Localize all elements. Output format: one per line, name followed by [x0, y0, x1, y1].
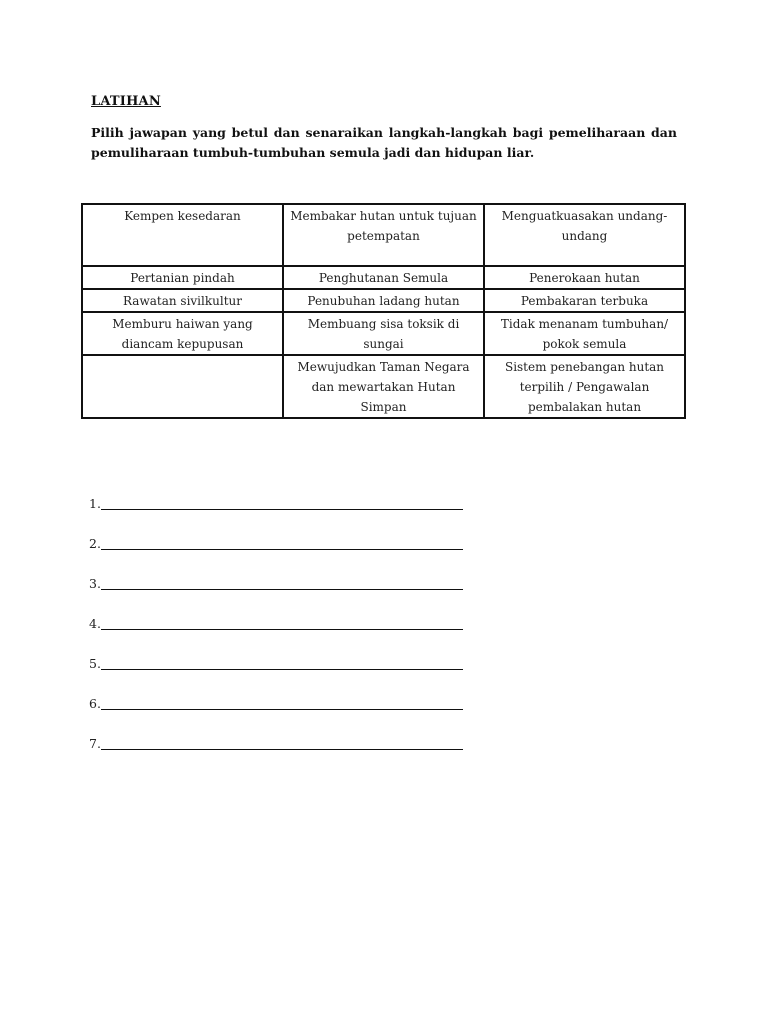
table-row	[82, 289, 685, 312]
table-cell: Penubuhan ladang hutan	[283, 289, 484, 312]
table-cell: Memburu haiwan yang diancam kepupusan	[82, 312, 283, 355]
answer-number: 3.	[89, 576, 101, 591]
table-cell: Tidak menanam tumbuhan/ pokok semula	[484, 312, 685, 355]
table-cell: Rawatan sivilkultur	[82, 289, 283, 312]
page-title: LATIHAN	[91, 94, 161, 109]
answer-blank[interactable]	[101, 655, 463, 670]
table-cell: Membakar hutan untuk tujuan petempatan	[283, 204, 484, 266]
answer-number: 5.	[89, 656, 101, 671]
table-cell-empty	[82, 355, 283, 418]
answer-line-4	[89, 592, 469, 632]
table-cell: Mewujudkan Taman Negara dan mewartakan Hutan Simpan	[283, 355, 484, 418]
table-cell: Membuang sisa toksik di sungai	[283, 312, 484, 355]
table-cell: Kempen kesedaran	[82, 204, 283, 266]
answer-blank[interactable]	[101, 735, 463, 750]
answer-number: 1.	[89, 496, 101, 511]
answer-line-6	[89, 672, 469, 712]
answer-line-7	[89, 712, 469, 752]
table-cell: Pembakaran terbuka	[484, 289, 685, 312]
answer-blank[interactable]	[101, 535, 463, 550]
answer-blank[interactable]	[101, 575, 463, 590]
table-cell: Pertanian pindah	[82, 266, 283, 289]
table-row	[82, 355, 685, 418]
table-cell: Penerokaan hutan	[484, 266, 685, 289]
answer-number: 4.	[89, 616, 101, 631]
answer-blank[interactable]	[101, 615, 463, 630]
answer-number: 2.	[89, 536, 101, 551]
options-table	[81, 203, 686, 419]
table-row	[82, 312, 685, 355]
table-cell: Sistem penebangan hutan terpilih / Pengawalan pembalakan hutan	[484, 355, 685, 418]
answer-blank[interactable]	[101, 695, 463, 710]
answer-line-1	[89, 492, 469, 512]
table-row	[82, 204, 685, 266]
answer-line-3	[89, 552, 469, 592]
answer-number: 6.	[89, 696, 101, 711]
answer-list	[89, 492, 469, 752]
answer-number: 7.	[89, 736, 101, 751]
answer-line-5	[89, 632, 469, 672]
table-cell: Penghutanan Semula	[283, 266, 484, 289]
table-row	[82, 266, 685, 289]
answer-line-2	[89, 512, 469, 552]
instruction-text: Pilih jawapan yang betul dan senaraikan langkah-langkah bagi pemeliharaan dan pemuliharaan tumbuh-tumbuhan semula jadi dan hidupan liar.	[91, 125, 677, 160]
answer-blank[interactable]	[101, 495, 463, 510]
table-cell: Menguatkuasakan undang-undang	[484, 204, 685, 266]
